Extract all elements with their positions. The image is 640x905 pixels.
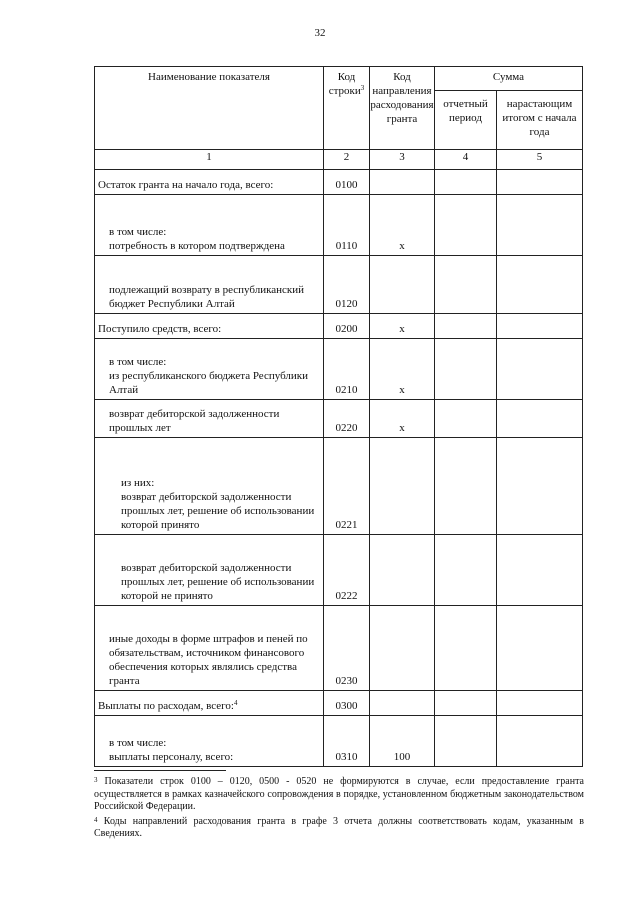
indicator-name (95, 716, 324, 767)
direction-code (370, 691, 435, 716)
sum-period-cell (435, 438, 497, 535)
indicator-name-text: подлежащий возврату в республиканский бюджет Республики Алтай (109, 284, 305, 310)
sum-cumulative-cell (497, 170, 583, 195)
header-row-code (324, 67, 370, 150)
table-row (95, 256, 583, 314)
sum-period-cell (435, 535, 497, 606)
indicator-name-text: в том числе: из республиканского бюджета Республики Алтай (109, 356, 309, 396)
footnote-text: Коды направлений расходования гранта в графе 3 отчета должны соответствовать кодам, указанным в Сведениях. (94, 815, 584, 839)
header-direction-code: Код направления расходования гранта (370, 67, 435, 150)
indicator-name (95, 438, 324, 535)
sum-period-cell (435, 691, 497, 716)
header-indicator-name: Наименование показателя (95, 67, 324, 150)
indicator-name (95, 691, 324, 716)
row-code: 0210 (324, 339, 370, 400)
header-reporting-period: отчетный период (435, 91, 497, 150)
indicator-name-text: возврат дебиторской задолженности прошлых лет, решение об использовании которой не принято (121, 562, 315, 602)
direction-code: x (370, 400, 435, 438)
sum-cumulative-cell (497, 314, 583, 339)
sum-period-cell (435, 195, 497, 256)
header-row-code-label: Код строки (328, 71, 361, 97)
footnote-text: Показатели строк 0100 – 0120, 0500 - 0520 не формируются в случае, если предоставление гранта осуществляется в рамках казначейского сопровождения в порядке, установленном бюджетным законодательством Российской Федерации. (94, 776, 584, 812)
header-cumulative: нарастающим итогом с начала года (497, 91, 583, 150)
table-row (95, 691, 583, 716)
sum-cumulative-cell (497, 606, 583, 691)
column-number: 3 (370, 150, 435, 170)
indicator-footnote-mark: 4 (233, 699, 238, 707)
row-code: 0120 (324, 256, 370, 314)
sum-cumulative-cell (497, 400, 583, 438)
direction-code: 100 (370, 716, 435, 767)
direction-code (370, 606, 435, 691)
direction-code (370, 535, 435, 606)
indicator-name (95, 606, 324, 691)
row-code: 0222 (324, 535, 370, 606)
indicator-name (95, 400, 324, 438)
footnote-mark: 4 (94, 815, 98, 824)
indicator-name (95, 256, 324, 314)
header-row-1 (95, 67, 583, 91)
direction-code: x (370, 339, 435, 400)
direction-code: x (370, 195, 435, 256)
table-row (95, 339, 583, 400)
footnote-4 (94, 816, 584, 841)
footnote-separator (94, 770, 226, 771)
sum-period-cell (435, 339, 497, 400)
sum-cumulative-cell (497, 716, 583, 767)
indicator-name-text: Выплаты по расходам, всего: (98, 700, 234, 712)
sum-cumulative-cell (497, 339, 583, 400)
indicator-name-text: иные доходы в форме штрафов и пеней по обязательствам, источником финансового обеспечения которых являлись средства гранта (109, 633, 308, 687)
header-sum: Сумма (435, 67, 583, 91)
indicator-name (95, 339, 324, 400)
row-code: 0310 (324, 716, 370, 767)
indicator-name-text: Остаток гранта на начало года, всего: (98, 179, 274, 191)
column-number: 1 (95, 150, 324, 170)
sum-cumulative-cell (497, 195, 583, 256)
indicator-name (95, 314, 324, 339)
footnotes (94, 776, 584, 843)
column-number: 5 (497, 150, 583, 170)
indicator-name (95, 195, 324, 256)
column-number: 4 (435, 150, 497, 170)
sum-cumulative-cell (497, 438, 583, 535)
sum-cumulative-cell (497, 691, 583, 716)
sum-period-cell (435, 606, 497, 691)
grant-report-table (94, 66, 583, 767)
row-code: 0230 (324, 606, 370, 691)
indicator-name-text: из них: возврат дебиторской задолженности прошлых лет, решение об использовании которой принято (121, 477, 315, 531)
table-row (95, 716, 583, 767)
row-code: 0110 (324, 195, 370, 256)
indicator-name-text: в том числе: потребность в котором подтверждена (109, 226, 285, 252)
table-row (95, 314, 583, 339)
indicator-name-text: Поступило средств, всего: (98, 323, 222, 335)
table-row (95, 170, 583, 195)
indicator-name-text: в том числе: выплаты персоналу, всего: (109, 737, 234, 763)
row-code: 0221 (324, 438, 370, 535)
indicator-name-text: возврат дебиторской задолженности прошлых лет (109, 408, 280, 434)
row-code: 0100 (324, 170, 370, 195)
footnote-mark: 3 (94, 776, 98, 784)
row-code: 0300 (324, 691, 370, 716)
row-code: 0220 (324, 400, 370, 438)
column-number-row (95, 150, 583, 170)
sum-period-cell (435, 256, 497, 314)
row-code: 0200 (324, 314, 370, 339)
column-number: 2 (324, 150, 370, 170)
sum-period-cell (435, 400, 497, 438)
indicator-name (95, 170, 324, 195)
table-row (95, 195, 583, 256)
direction-code (370, 438, 435, 535)
sum-cumulative-cell (497, 535, 583, 606)
table-row (95, 606, 583, 691)
header-row-code-footnote-mark: 3 (360, 84, 365, 92)
sum-cumulative-cell (497, 256, 583, 314)
page-number: 32 (314, 27, 326, 39)
sum-period-cell (435, 716, 497, 767)
direction-code: x (370, 314, 435, 339)
table-body (95, 170, 583, 767)
indicator-name (95, 535, 324, 606)
sum-period-cell (435, 314, 497, 339)
sum-period-cell (435, 170, 497, 195)
footnote-3 (94, 776, 584, 814)
direction-code (370, 170, 435, 195)
table-row (95, 400, 583, 438)
table-row (95, 438, 583, 535)
direction-code (370, 256, 435, 314)
table-row (95, 535, 583, 606)
